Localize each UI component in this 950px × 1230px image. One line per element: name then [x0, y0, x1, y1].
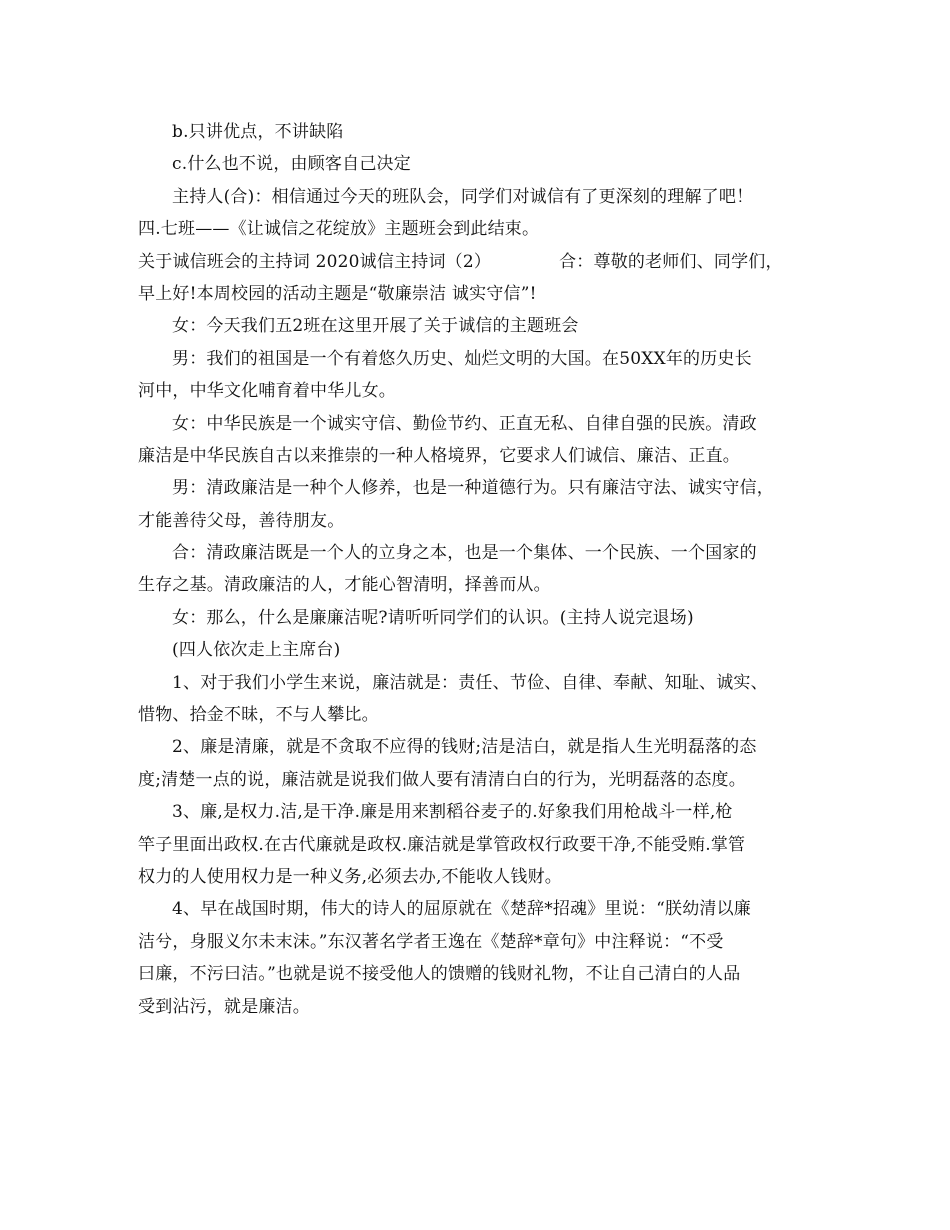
text-line: 合：清政廉洁既是一个人的立身之本，也是一个集体、一个民族、一个国家的 — [172, 543, 757, 564]
text-line: 女：那么，什么是廉廉洁呢?请听听同学们的认识。(主持人说完退场) — [172, 607, 694, 628]
text-line: 女：中华民族是一个诚实守信、勤俭节约、正直无私、自律自强的民族。清政 — [172, 413, 757, 434]
text-line — [138, 246, 818, 278]
text-line: 权力的人使用权力是一种义务,必须去办,不能收人钱财。 — [138, 866, 563, 887]
text-line: 惜物、拾金不昧，不与人攀比。 — [138, 705, 379, 726]
text-line: 男：我们的祖国是一个有着悠久历史、灿烂文明的大国。在50XX年的历史长 — [172, 348, 752, 369]
text-line: 女：今天我们五2班在这里开展了关于诚信的主题班会 — [172, 316, 579, 337]
text-line: c.什么也不说，由顾客自己决定 — [172, 154, 411, 175]
text-line-head: 关于诚信班会的主持词 2020诚信主持词（2） — [138, 251, 492, 272]
text-line: 受到沾污，就是廉洁。 — [138, 996, 310, 1017]
text-line: 男：清政廉洁是一种个人修养，也是一种道德行为。只有廉洁守法、诚实守信， — [172, 478, 774, 499]
text-line: 才能善待父母，善待朋友。 — [138, 510, 345, 531]
text-line: 早上好!本周校园的活动主题是“敬廉崇洁 诚实守信”! — [138, 283, 537, 304]
text-line: 竿子里面出政权.在古代廉就是政权.廉洁就是掌管政权行政要干净,不能受贿.掌管 — [138, 834, 746, 855]
text-line: 生存之基。清政廉洁的人，才能心智清明，择善而从。 — [138, 575, 551, 596]
text-line: 度;清楚一点的说，廉洁就是说我们做人要有清清白白的行为，光明磊落的态度。 — [138, 769, 746, 790]
text-line: 3、廉,是权力.洁,是干净.廉是用来割稻谷麦子的.好象我们用枪战斗一样,枪 — [172, 802, 733, 823]
text-line: b.只讲优点，不讲缺陷 — [172, 122, 344, 142]
text-line: 洁兮，身服义尔未末沫。”东汉著名学者王逸在《楚辞*章句》中注释说：“不受 — [138, 931, 724, 952]
text-line: 河中，中华文化哺育着中华儿女。 — [138, 381, 396, 402]
text-line: 四.七班——《让诚信之花绽放》主题班会到此结束。 — [138, 219, 540, 240]
text-line: 2、廉是清廉，就是不贪取不应得的钱财;洁是洁白，就是指人生光明磊落的态 — [172, 737, 757, 758]
document-body — [138, 116, 818, 1023]
text-line: (四人依次走上主席台) — [172, 640, 341, 661]
text-line: 主持人(合)：相信通过今天的班队会，同学们对诚信有了更深刻的理解了吧！ — [172, 186, 754, 207]
text-line: 廉洁是中华民族自古以来推崇的一种人格境界，它要求人们诚信、廉洁、正直。 — [138, 445, 740, 466]
text-line: 4、早在战国时期，伟大的诗人的屈原就在《楚辞*招魂》里说：“朕幼清以廉 — [172, 899, 752, 920]
text-line: 曰廉，不污曰洁。”也就是说不接受他人的馈赠的钱财礼物，不让自己清白的人品 — [138, 964, 741, 985]
text-line: 1、对于我们小学生来说，廉洁就是：责任、节俭、自律、奉献、知耻、诚实、 — [172, 672, 768, 693]
text-line-tail: 合：尊敬的老师们、同学们， — [559, 251, 783, 272]
